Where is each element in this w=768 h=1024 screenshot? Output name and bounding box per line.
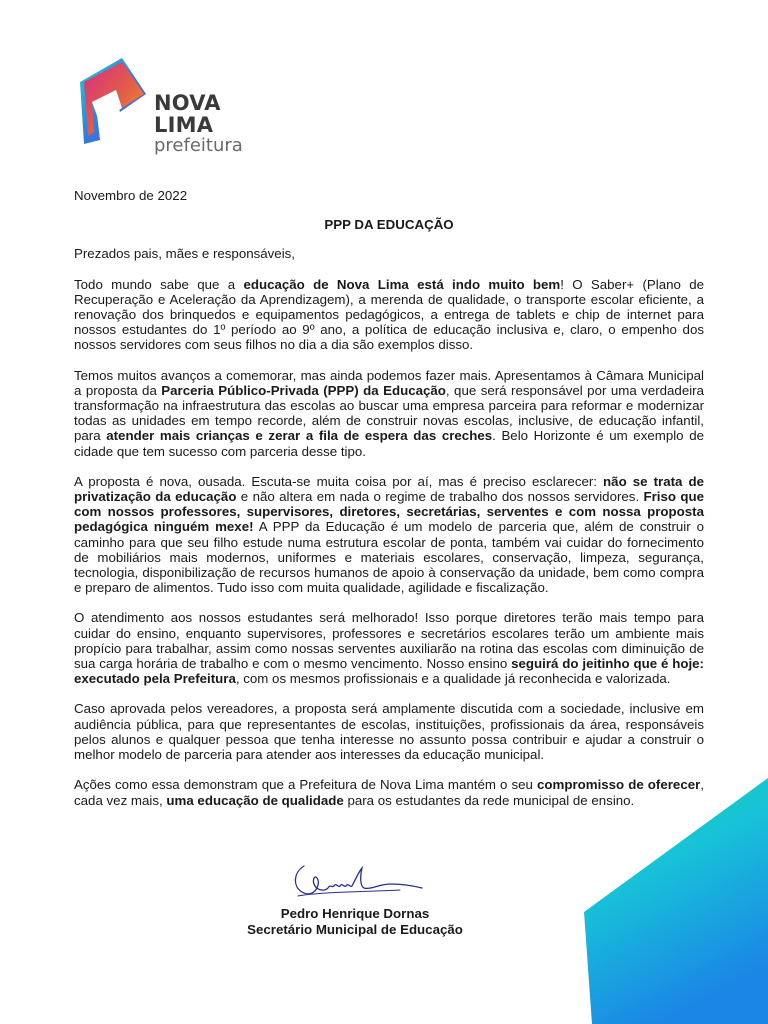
emphasis: uma educação de qualidade <box>166 792 344 808</box>
letter-title: PPP DA EDUCAÇÃO <box>324 217 454 233</box>
paragraph-1 <box>74 277 704 353</box>
emphasis: compromisso de oferecer <box>536 777 701 793</box>
emphasis: Parceria Público-Privada (PPP) da Educação <box>161 382 446 398</box>
emphasis: não se trata de privatização da educação <box>74 473 704 505</box>
text: para os estudantes da rede municipal de ensino. <box>343 792 635 808</box>
text: Caso aprovada pelos vereadores, a proposta será amplamente discutida com a sociedade, inclusive em audiência pública, para que representantes de escolas, instituições, profissionais da área, responsáveis pelos alunos e qualquer pessoa que tenha interesse no assunto possa contribuir e ajudar a construir o melhor modelo de parceria para atender aos interesses da educação municipal. <box>74 701 704 763</box>
signer-role: Secretário Municipal de Educação <box>247 921 463 937</box>
text: , que será responsável por uma verdadeira transformação na infraestrutura das escolas ao buscar uma empresa parceira para reformar e modernizar todas as unidades em tempo recorde, além de construir novas escolas, inclusive, de educação infantil, para <box>74 382 704 444</box>
letter-greeting: Prezados pais, mães e responsáveis, <box>74 246 295 262</box>
text: Todo mundo sabe que a <box>74 276 244 292</box>
signer-name: Pedro Henrique Dornas <box>280 906 430 921</box>
text: ! O Saber+ (Plano de Recuperação e Aceleração da Aprendizagem), a merenda de qualidade, o transporte escolar eficiente, a renovação dos brinquedos e equipamentos pedagógicos, a entrega de tablets e chip de internet para nossos estudantes do 1º período ao 9º ano, a política de educação inclusiva e, claro, o empenho dos nossos servidores com seus filhos no dia a dia são exemplos disso. <box>74 276 704 353</box>
brand-name: NOVA LIMA <box>154 91 221 137</box>
text: A proposta é nova, ousada. Escuta-se muita coisa por aí, mas é preciso esclarecer: <box>74 473 604 489</box>
letter-body <box>74 188 704 823</box>
emphasis: atender mais crianças e zerar a fila de espera das creches <box>106 428 493 444</box>
text: A PPP da Educação é um modelo de parceria que, além de construir o caminho para que seu filho estude numa estrutura escolar de ponta, também vai cuidar do fornecimento de mobiliários mais modernos, uniformes e materiais escolares, conservação, limpeza, segurança, tecnologia, disponibilização de recursos humanos de apoio à conservação da unidade, bem como compra e preparo de alimentos. Tudo isso com muita qualidade, agilidade e fiscalização. <box>74 519 704 596</box>
paragraph-5 <box>74 701 704 762</box>
text: Ações como essa demonstram que a Prefeitura de Nova Lima mantém o seu <box>74 777 537 793</box>
signature-block <box>200 906 510 937</box>
text: . Belo Horizonte é um exemplo de cidade que tem sucesso com parceria desse tipo. <box>74 428 704 459</box>
paragraph-3 <box>74 474 704 596</box>
paragraph-4 <box>74 610 704 686</box>
emphasis: educação de Nova Lima está indo muito bem <box>243 276 561 292</box>
letter-date: Novembro de 2022 <box>74 188 188 203</box>
handwritten-signature <box>290 862 430 906</box>
text: Temos muitos avanços a comemorar, mas ainda podemos fazer mais. Apresentamos à Câmara Municipal a proposta da <box>74 367 704 398</box>
text: , cada vez mais, <box>74 777 704 808</box>
text: e não altera em nada o regime de trabalho dos nossos servidores. <box>236 489 644 505</box>
paragraph-6 <box>74 777 704 807</box>
emphasis: Friso que com nossos professores, supervisores, diretores, secretárias, serventes e com nossa proposta pedagógica ninguém mexe! <box>74 489 705 535</box>
paragraph-2 <box>74 368 704 459</box>
logo-mark-icon <box>74 54 148 150</box>
text: O atendimento aos nossos estudantes será melhorado! Isso porque diretores terão mais tempo para cuidar do ensino, enquanto supervisores, professores e secretários escolares terão um ambiente mais propício para trabalhar, assim como nossas serventes auxiliarão na rotina das escolas com diminuição de sua carga horária de trabalho e com o mesmo vencimento. Nosso ensino <box>74 610 704 672</box>
emphasis: seguirá do jeitinho que é hoje: executado pela Prefeitura <box>74 656 704 687</box>
nova-lima-logo <box>74 54 274 156</box>
brand-subtitle: prefeitura <box>154 135 243 156</box>
text: , com os mesmos profissionais e a qualidade já reconhecida e valorizada. <box>235 671 671 687</box>
